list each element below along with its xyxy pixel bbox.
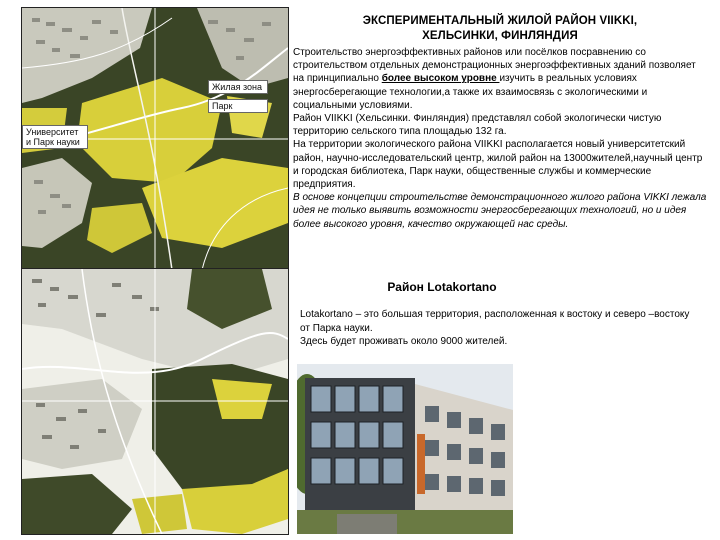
lotakortano-text — [300, 308, 700, 349]
map-bottom-image — [22, 269, 288, 534]
paragraph-1-emphasis: более высоком уровне — [381, 73, 500, 85]
title-line-1: ЭКСПЕРИМЕНТАЛЬНЫЙ ЖИЛОЙ РАЙОН VIIKKI, — [362, 15, 638, 27]
building-photo — [297, 364, 513, 534]
lotakortano-paragraph-1: Lotakortano – это большая территория, расположенная к востоку и северо –востоку от Парка науки. — [300, 309, 690, 334]
map-label-university: Университет и Парк науки — [22, 125, 88, 149]
map-label-park: Парк — [208, 99, 268, 113]
paragraph-3: На территории экологического района VIIKKI располагается новый университетский район, научно-исследовательский центр, жилой район на 13000жителей,научный центр и городская библиотека, Парк науки, общественные службы и коммерческие предприятия. — [293, 139, 703, 191]
lotakortano-area-map — [21, 268, 289, 535]
paragraph-4: В основе концепции строительстве демонстрационного жилого района VIKKI лежала идея не только выявить возможности энергосберегающих технологий, но и идея более высокого уровня, качество окружающей нас среды. — [293, 192, 707, 230]
paragraph-1 — [293, 46, 707, 112]
title-line-2: ХЕЛЬСИНКИ, ФИНЛЯНДИЯ — [422, 30, 578, 42]
building-photo-image — [297, 364, 513, 534]
paragraph-1-end: изучить в реальных условиях энергосберегающие технологии,а также их взаимосвязь с экологическими и социальными условиями. — [293, 73, 648, 111]
paragraph-2: Район VIIKKI (Хельсинки. Финляндия) представлял собой экологически чистую территорию сельского типа площадью 132 га. — [293, 113, 662, 138]
map-label-residential: Жилая зона — [208, 80, 268, 94]
lotakortano-paragraph-2: Здесь будет проживать около 9000 жителей. — [300, 336, 508, 347]
description-text — [293, 46, 707, 231]
section-subtitle: Район Lotakortano — [387, 280, 497, 294]
paragraph-1-start: Строительство энергоэффективных районов или посёлков посравнению со строительством отдельных демонстрационных энергоэффективных зданий позволяет на принципиально — [293, 47, 696, 85]
page-title — [296, 14, 704, 44]
